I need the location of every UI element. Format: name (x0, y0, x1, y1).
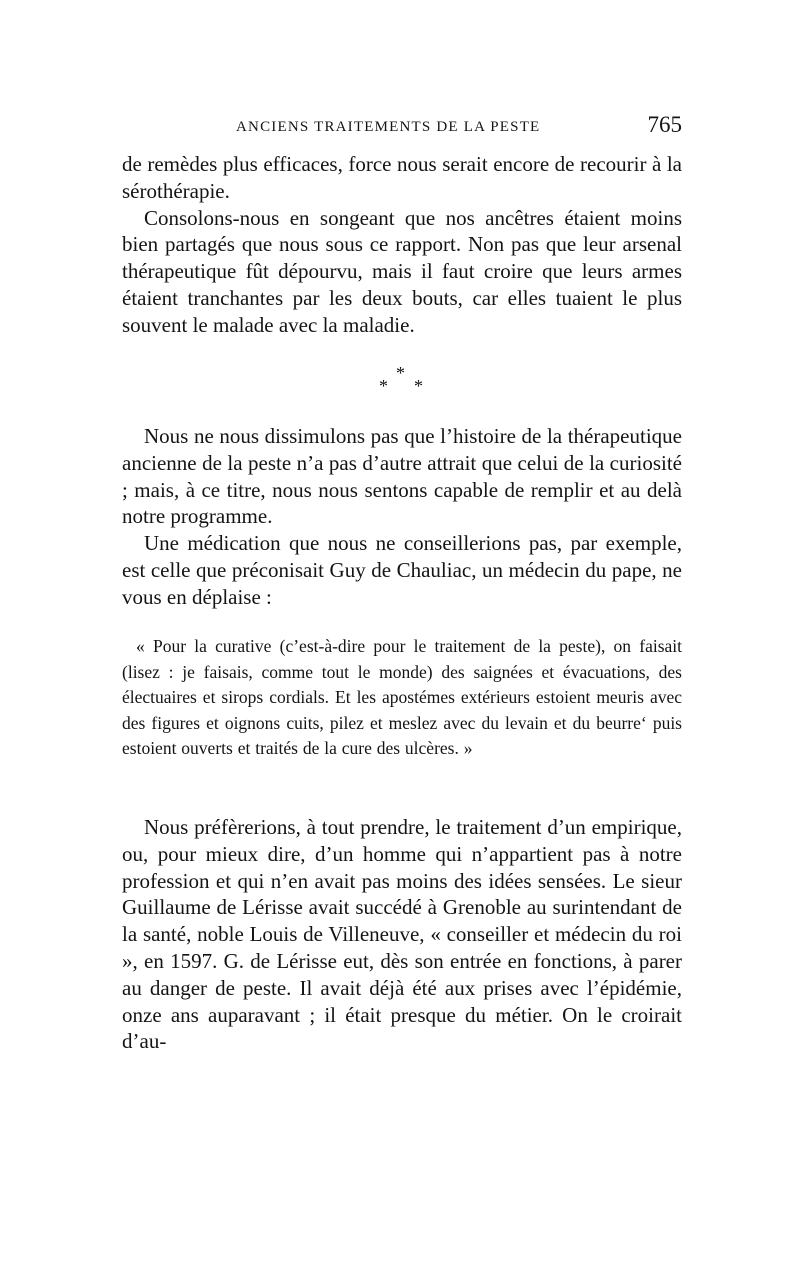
asterism-star-top: * (396, 363, 405, 383)
running-title: ANCIENS TRAITEMENTS DE LA PESTE (236, 119, 541, 135)
paragraph-continuation: de remèdes plus efficaces, force nous serait encore de recourir à la sérothérapie. (122, 152, 682, 203)
page-number: 765 (647, 112, 682, 137)
asterism-star-left: * (379, 376, 388, 396)
section-1 (122, 151, 682, 339)
section-3 (122, 814, 682, 1055)
paragraph-consolons: Consolons-nous en songeant que nos ancêtres étaient moins bien partagés que nous sous ce rapport. Non pas que leur arsenal thérapeutique fût dépourvu, mais il faut croire que leurs armes étaient tranchantes par les deux bouts, car elles tuaient le plus souvent le malade avec la maladie. (122, 205, 682, 337)
asterism-divider (370, 364, 430, 400)
section-2 (122, 423, 682, 611)
paragraph-medication: Une médication que nous ne conseillerions pas, par exemple, est celle que préconisait Guy de Chauliac, un médecin du pape, ne vous en déplaise : (122, 531, 682, 609)
quotation-guy-de-chauliac: « Pour la curative (c’est-à-dire pour le traitement de la peste), on faisait (lisez : je faisais, comme tout le monde) des saignées et évacuations, des électuaires et sirops cordials. Et les apostémes extérieurs estoient meuris avec des figures et oignons cuits, pilez et meslez avec du levain et du beurre‘ puis estoient ouverts et traités de la cure des ulcères. » (122, 636, 682, 759)
running-head (122, 112, 682, 142)
asterism-star-right: * (414, 376, 423, 396)
quotation-block (122, 634, 682, 762)
paragraph-dissimulons: Nous ne nous dissimulons pas que l’histoire de la thérapeutique ancienne de la peste n’a pas d’autre attrait que celui de la curiosité ; mais, à ce titre, nous nous sentons capable de remplir et au delà notre programme. (122, 424, 682, 529)
paragraph-preferons: Nous préfèrerions, à tout prendre, le traitement d’un empirique, ou, pour mieux dire, d’un homme qui n’appartient pas à notre profession et qui n’en avait pas moins des idées sensées. Le sieur Guillaume de Lérisse avait succédé à Grenoble au surintendant de la santé, noble Louis de Villeneuve, « conseiller et médecin du roi », en 1597. G. de Lérisse eut, dès son entrée en fonctions, à parer au danger de peste. Il avait déjà été aux prises avec l’épidémie, onze ans auparavant ; il était presque du métier. On le croirait d’au- (122, 815, 682, 1054)
